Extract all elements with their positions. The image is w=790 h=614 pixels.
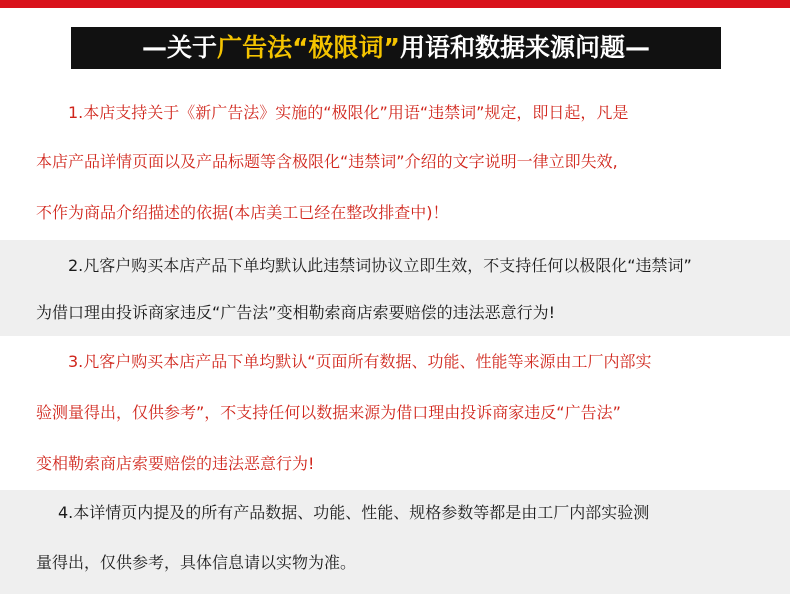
notice-4 <box>0 490 790 594</box>
notice-3 <box>0 336 790 490</box>
notice-2 <box>0 240 790 336</box>
top-red-stripe <box>0 0 790 8</box>
notice-3-line-2: 验测量得出，仅供参考”，不支持任何以数据来源为借口理由投诉商家违反“广告法” <box>36 403 621 422</box>
page-title <box>71 27 721 69</box>
title-highlight: 广告法“极限词” <box>217 33 400 62</box>
notice-1-line-2: 本店产品详情页面以及产品标题等含极限化“违禁词”介绍的文字说明一律立即失效, <box>36 152 618 171</box>
notice-1-line-1: 1.本店支持关于《新广告法》实施的“极限化”用语“违禁词”规定，即日起，凡是 <box>68 103 629 122</box>
notice-4-line-2: 量得出，仅供参考，具体信息请以实物为准。 <box>36 553 357 572</box>
title-suffix: 用语和数据来源问题— <box>399 33 650 62</box>
notice-3-line-1: 3.凡客户购买本店产品下单均默认“页面所有数据、功能、性能等来源由工厂内部实 <box>68 352 652 371</box>
title-prefix: —关于 <box>142 33 218 62</box>
notice-1-line-3: 不作为商品介绍描述的依据(本店美工已经在整改排查中)！ <box>36 203 449 222</box>
notice-4-line-1: 4.本详情页内提及的所有产品数据、功能、性能、规格参数等都是由工厂内部实验测 <box>58 503 650 522</box>
notice-2-line-1: 2.凡客户购买本店产品下单均默认此违禁词协议立即生效，不支持任何以极限化“违禁词” <box>68 256 692 275</box>
notice-1 <box>0 88 790 240</box>
notice-2-line-2: 为借口理由投诉商家违反“广告法”变相勒索商店索要赔偿的违法恶意行为! <box>36 303 555 322</box>
notice-3-line-3: 变相勒索商店索要赔偿的违法恶意行为! <box>36 454 315 473</box>
